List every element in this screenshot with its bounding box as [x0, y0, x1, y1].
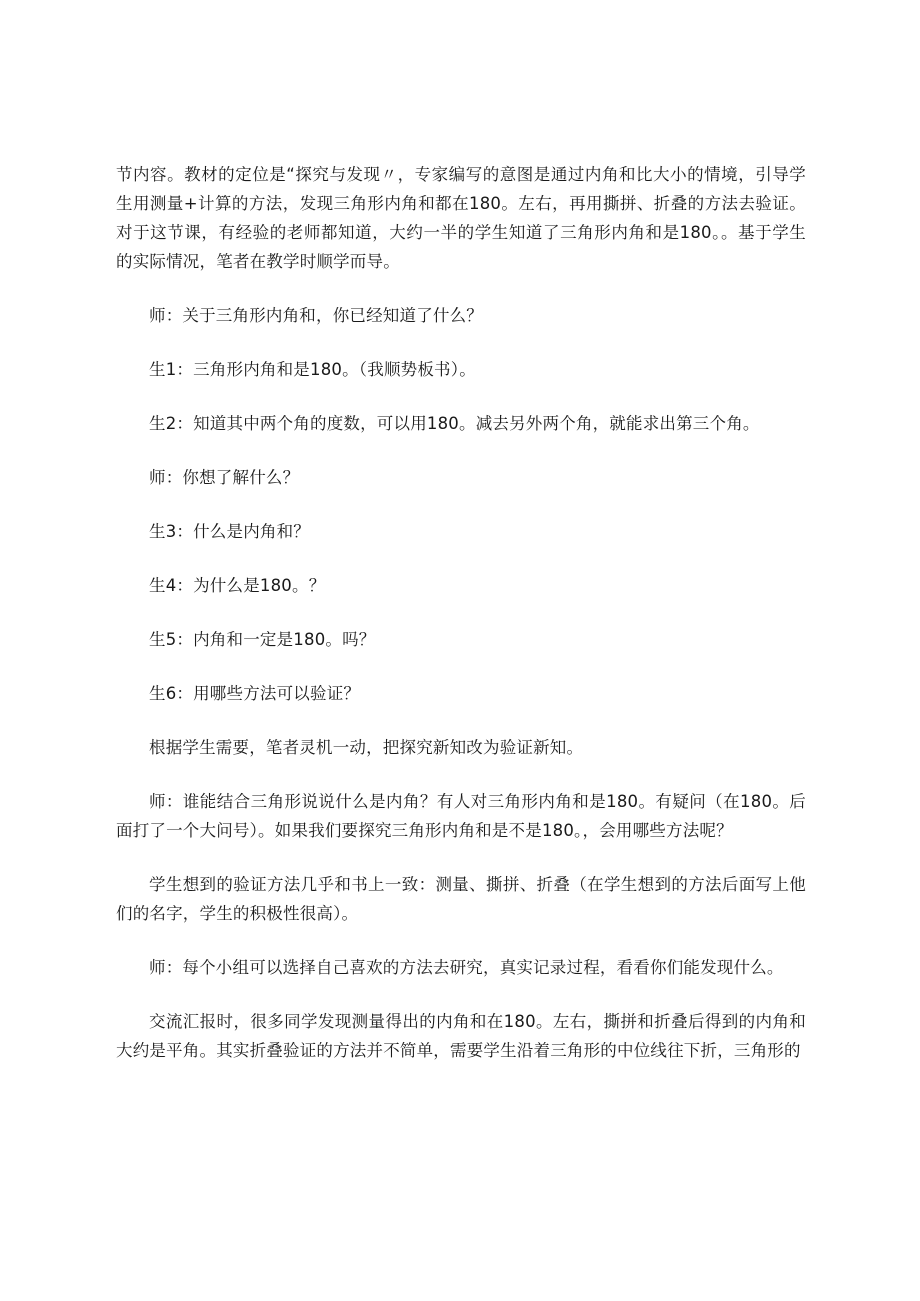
- paragraph-10: 根据学生需要，笔者灵机一动，把探究新知改为验证新知。: [149, 738, 584, 757]
- paragraph-3: 生1：三角形内角和是180。（我顺势板书）。: [149, 360, 476, 379]
- paragraph-12: 学生想到的验证方法几乎和书上一致：测量、撕拼、折叠（在学生想到的方法后面写上他们的名字，学生的积极性很高）。: [116, 875, 806, 923]
- paragraph-6: 生3：什么是内角和？: [149, 522, 310, 541]
- document-body: [116, 160, 806, 1065]
- paragraph-13: 师：每个小组可以选择自己喜欢的方法去研究，真实记录过程，看看你们能发现什么。: [149, 958, 784, 977]
- paragraph-4: 生2：知道其中两个角的度数，可以用180。减去另外两个角，就能求出第三个角。: [149, 414, 760, 433]
- paragraph-8: 生5：内角和一定是180。吗？: [149, 630, 376, 649]
- paragraph-2: 师：关于三角形内角和，你已经知道了什么？: [149, 306, 483, 325]
- paragraph-7: 生4：为什么是180。？: [149, 576, 326, 595]
- paragraph-14: 交流汇报时，很多同学发现测量得出的内角和在180。左右，撕拼和折叠后得到的内角和大约是平角。其实折叠验证的方法并不简单，需要学生沿着三角形的中位线往下折，三角形的: [116, 1012, 806, 1060]
- paragraph-1: 节内容。教材的定位是“探究与发现〃，专家编写的意图是通过内角和比大小的情境，引导学生用测量+计算的方法，发现三角形内角和都在180。左右，再用撕拼、折叠的方法去验证。对于这节课，有经验的老师都知道，大约一半的学生知道了三角形内角和是180。。基于学生的实际情况，笔者在教学时顺学而导。: [116, 165, 806, 271]
- paragraph-11: 师：谁能结合三角形说说什么是内角？有人对三角形内角和是180。有疑问（在180。后面打了一个大问号）。如果我们要探究三角形内角和是不是180。，会用哪些方法呢？: [116, 792, 806, 840]
- paragraph-9: 生6：用哪些方法可以验证？: [149, 684, 361, 703]
- paragraph-5: 师：你想了解什么？: [149, 468, 300, 487]
